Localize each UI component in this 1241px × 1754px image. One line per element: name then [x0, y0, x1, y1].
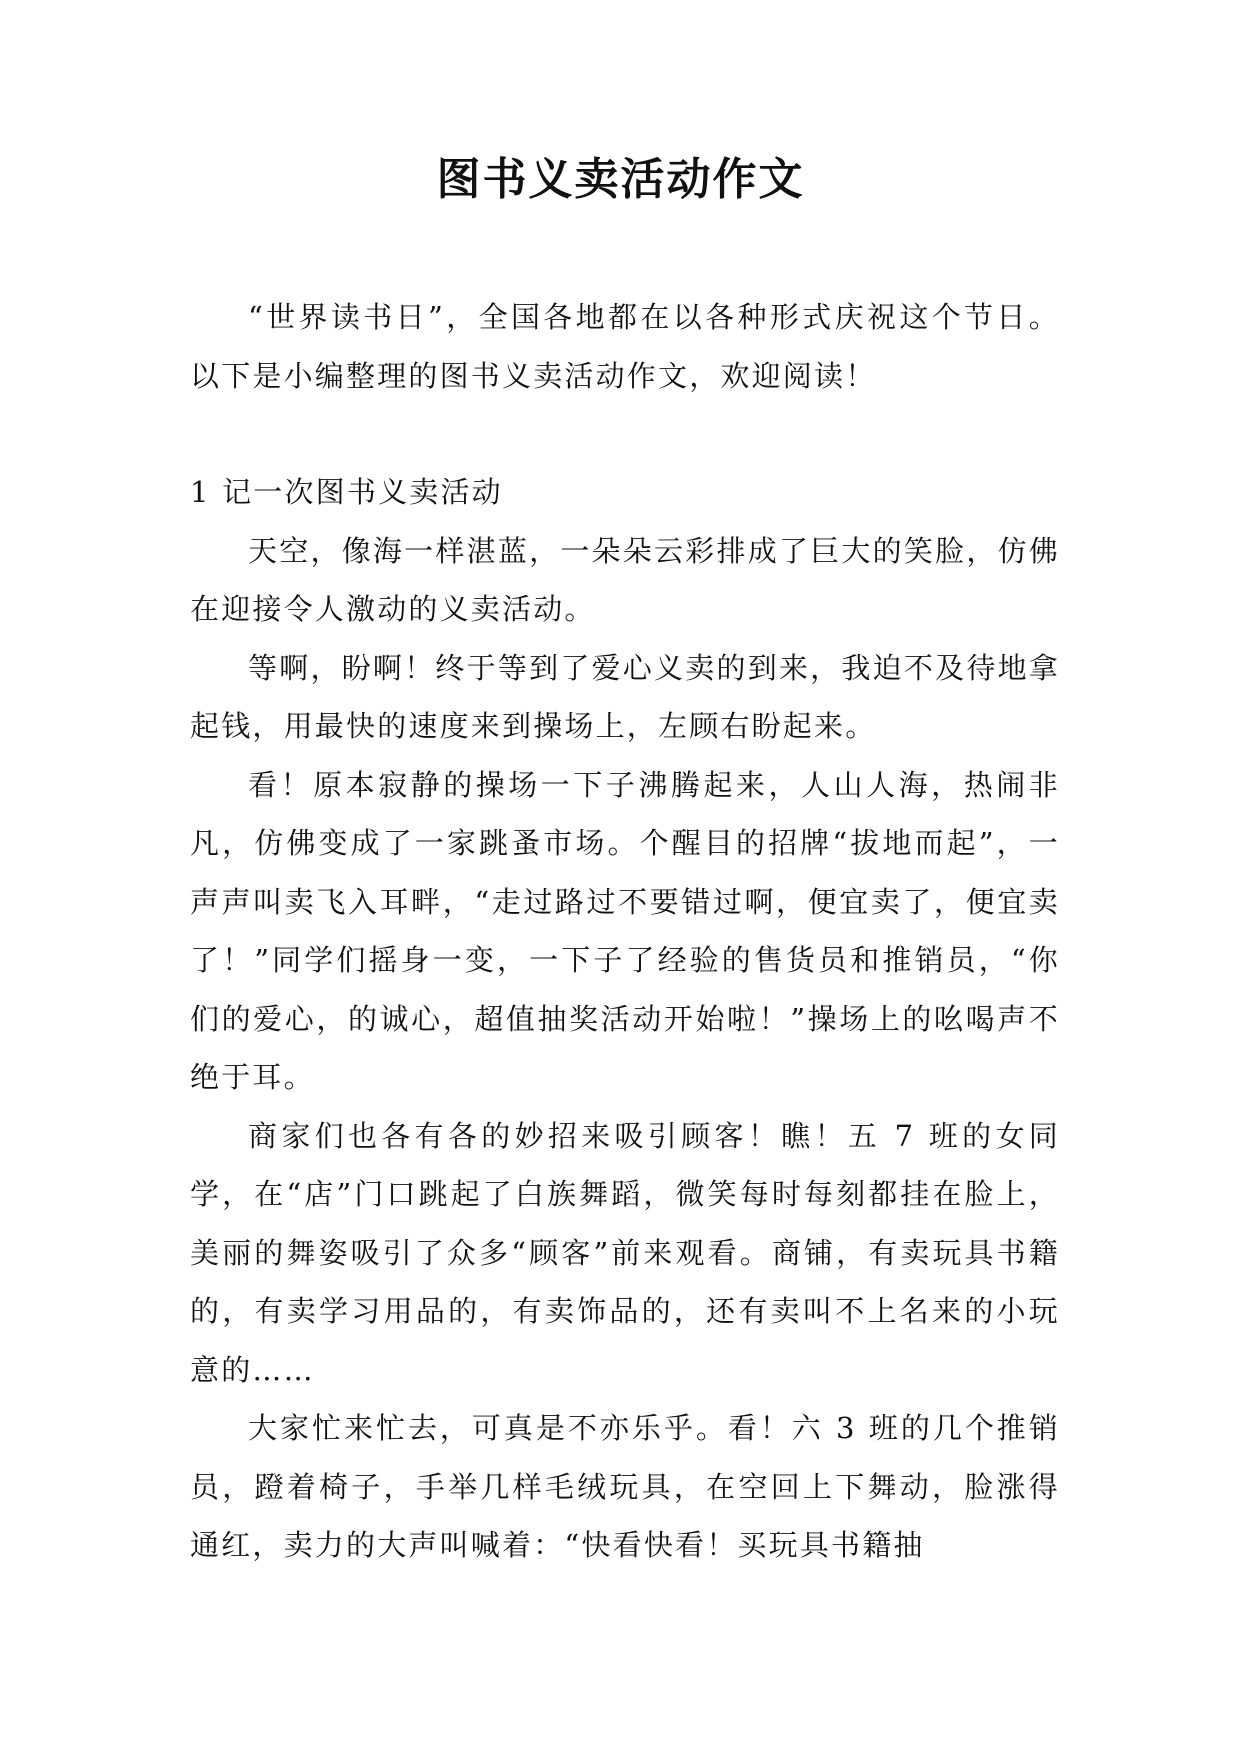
paragraph-gap: [190, 405, 1060, 463]
body-paragraph-1: 天空，像海一样湛蓝，一朵朵云彩排成了巨大的笑脸，仿佛在迎接令人激动的义卖活动。: [190, 533, 1060, 626]
body-paragraph-5: 大家忙来忙去，可真是不亦乐乎。看！六 3 班的几个推销员，蹬着椅子，手举几样毛绒玩具，在空回上下舞动，脸涨得通红，卖力的大声叫喊着：“快看快看！买玩具书籍抽: [190, 1411, 1060, 1562]
body-paragraph-3: 看！原本寂静的操场一下子沸腾起来，人山人海，热闹非凡，仿佛变成了一家跳蚤市场。个醒目的招牌“拔地而起”，一声声叫卖飞入耳畔，“走过路过不要错过啊，便宜卖了，便宜卖了！”同学们摇身一变，一下子了经验的售货员和推销员，“你们的爱心，的诚心，超值抽奖活动开始啦！”操场上的吆喝声不绝于耳。: [190, 767, 1060, 1094]
section-heading: 1 记一次图书义卖活动: [190, 475, 503, 509]
document-title: 图书义卖活动作文: [436, 154, 805, 205]
document-body: [190, 288, 1060, 1575]
intro-paragraph: “世界读书日”，全国各地都在以各种形式庆祝这个节日。以下是小编整理的图书义卖活动作文，欢迎阅读！: [190, 300, 1060, 393]
body-paragraph-2: 等啊，盼啊！终于等到了爱心义卖的到来，我迫不及待地拿起钱，用最快的速度来到操场上，左顾右盼起来。: [190, 650, 1060, 743]
body-paragraph-4: 商家们也各有各的妙招来吸引顾客！瞧！五 7 班的女同学，在“店”门口跳起了白族舞蹈，微笑每时每刻都挂在脸上，美丽的舞姿吸引了众多“顾客”前来观看。商铺，有卖玩具书籍的，有卖学习用品的，有卖饰品的，还有卖叫不上名来的小玩意的……: [190, 1118, 1060, 1387]
